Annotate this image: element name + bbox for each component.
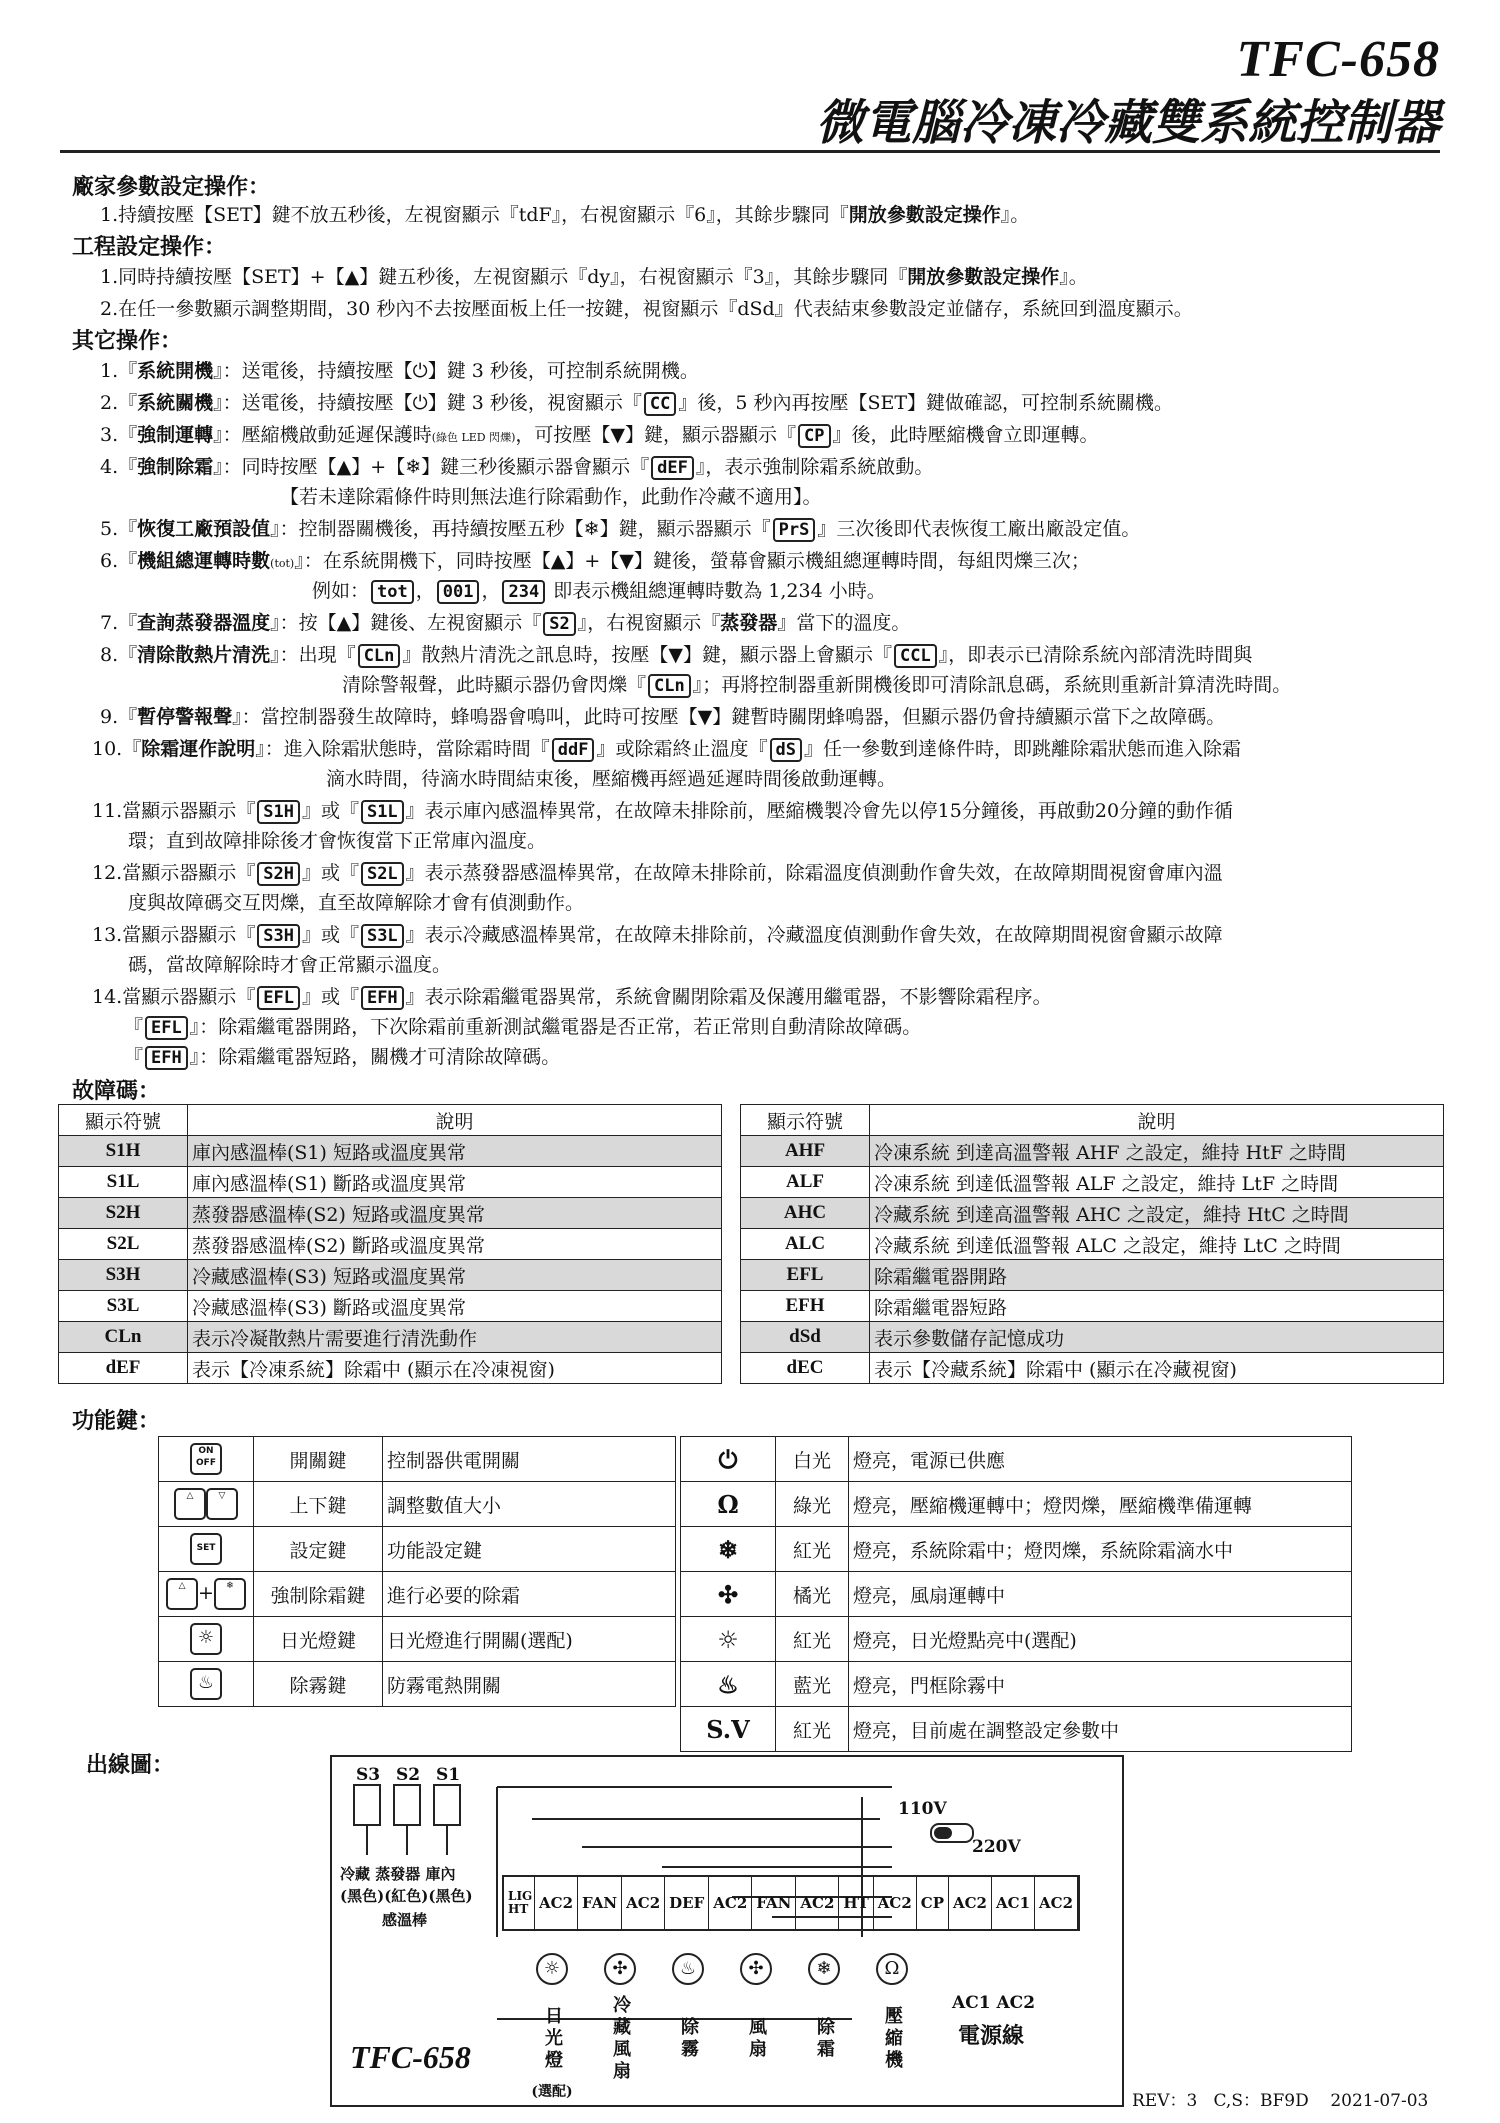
fault-row: [59, 1353, 722, 1384]
op-item-6: 6.『機組總運轉時數(tot)』：在系統開機下，同時按壓【▲】+【▼】鍵後，螢幕會顯示機組總運轉時間，每組閃爍三次；: [100, 550, 1090, 572]
terminal: DEF: [665, 1877, 709, 1929]
output-load: [862, 1953, 922, 2087]
key-row: [159, 1662, 676, 1707]
op-item-1: 1.『系統開機』：送電後，持續按壓【⏻】鍵 3 秒後，可控制系統開機。: [100, 360, 699, 382]
op-item-9: 9.『暫停警報聲』：當控制器發生故障時，蜂鳴器會鳴叫，此時可按壓【▼】鍵暫時關閉蜂鳴器，但顯示器仍會持續顯示當下之故障碼。: [100, 706, 1226, 728]
op-item-4-note: 【若未達除霜條件時則無法進行除霜動作，此動作冷藏不適用】。: [280, 486, 822, 508]
op-item-4: 4.『強制除霜』：同時按壓【▲】+【❄】鍵三秒後顯示器會顯示『 dEF 』，表示強制除霜系統啟動。: [100, 456, 934, 478]
fault-row: [741, 1322, 1444, 1353]
led-meaning: 燈亮，門框除霧中: [849, 1662, 1352, 1707]
led-meaning: 燈亮，日光燈點亮中(選配): [849, 1617, 1352, 1662]
output-icon: ❄: [808, 1953, 840, 1985]
fault-row: [59, 1229, 722, 1260]
terminal: AC2: [535, 1877, 578, 1929]
op-item-7: 7.『查詢蒸發器溫度』：按【▲】鍵後、左視窗顯示『 S2 』，右視窗顯示『蒸發器』當下的溫度。: [100, 612, 911, 634]
fault-description: 庫內感溫棒(S1) 斷路或溫度異常: [188, 1167, 722, 1198]
key-name: 開關鍵: [254, 1437, 383, 1482]
seg-display: CP: [798, 424, 830, 448]
factory-setting-heading: 廠家參數設定操作：: [72, 175, 271, 200]
fault-description: 冷凍系統 到達低溫警報 ALF 之設定，維持 LtF 之時間: [870, 1167, 1444, 1198]
terminal: AC2: [1035, 1877, 1078, 1929]
fault-code: dEF: [59, 1353, 188, 1384]
fault-code: EFL: [741, 1260, 870, 1291]
op-item-11: 11.當顯示器顯示『 S1H 』或『 S1L 』表示庫內感溫棒異常，在故障未排除前，壓縮機製冷會先以停15分鐘後，再啟動20分鐘的動作循: [92, 800, 1234, 822]
output-icon: ☼: [536, 1953, 568, 1985]
led-row: [681, 1707, 1352, 1752]
terminal-block: [502, 1875, 1080, 1931]
terminal: CP: [917, 1877, 949, 1929]
fault-description: 除霜繼電器短路: [870, 1291, 1444, 1322]
led-color: 紅光: [776, 1527, 849, 1572]
fault-description: 蒸發器感溫棒(S2) 斷路或溫度異常: [188, 1229, 722, 1260]
led-color: 藍光: [776, 1662, 849, 1707]
seg-display: CC: [644, 392, 676, 416]
fault-description: 表示【冷藏系統】除霜中 (顯示在冷藏視窗): [870, 1353, 1444, 1384]
factory-line-1: 1.持續按壓【SET】鍵不放五秒後，左視窗顯示『tdF』，右視窗顯示『6』，其餘步驟同『開放參數設定操作』。: [100, 204, 1030, 226]
compressor-led-icon: Ω: [681, 1482, 776, 1527]
key-name: 日光燈鍵: [254, 1617, 383, 1662]
fault-row: [741, 1167, 1444, 1198]
op-item-13-line-2: 碼，當故障解除時才會正常顯示溫度。: [128, 954, 452, 976]
fault-code: dSd: [741, 1322, 870, 1353]
set-key-icon: SET: [159, 1527, 254, 1572]
output-load: [522, 1953, 582, 2101]
fault-table-left: [58, 1104, 722, 1384]
output-icon: ✣: [740, 1953, 772, 1985]
fault-row: [741, 1353, 1444, 1384]
led-color: 紅光: [776, 1707, 849, 1752]
op-item-3: 3.『強制運轉』：壓縮機啟動延遲保護時(綠色 LED 閃爍)，可按壓【▼】鍵，顯示器顯示『 CP 』後，此時壓縮機會立即運轉。: [100, 424, 1099, 446]
key-row: [159, 1482, 676, 1527]
fault-code: ALC: [741, 1229, 870, 1260]
fault-table-right: [740, 1104, 1444, 1384]
fault-description: 除霜繼電器開路: [870, 1260, 1444, 1291]
output-icon: ♨: [672, 1953, 704, 1985]
seg-display: PrS: [773, 518, 816, 542]
sensor-s3-label: S3: [356, 1765, 381, 1785]
key-row: [159, 1617, 676, 1662]
output-load: [794, 1953, 854, 2087]
led-row: [681, 1527, 1352, 1572]
fault-description: 表示參數儲存記憶成功: [870, 1322, 1444, 1353]
engineering-line-2: 2.在任一參數顯示調整期間，30 秒內不去按壓面板上任一按鍵，視窗顯示『dSd』代表結束參數設定並儲存，系統回到溫度顯示。: [100, 298, 1193, 320]
output-label: 風扇: [746, 2017, 767, 2061]
op-item-8-line-2: 清除警報聲，此時顯示器仍會閃爍『 CLn 』；再將控制器重新開機後即可清除訊息碼，系統則重新計算清洗時間。: [342, 674, 1292, 696]
led-row: [681, 1437, 1352, 1482]
led-row: [681, 1662, 1352, 1707]
output-label: 冷藏風扇: [610, 1995, 631, 2083]
wiring-heading: 出線圖：: [86, 1753, 175, 1778]
led-row: [681, 1617, 1352, 1662]
fault-description: 冷藏系統 到達低溫警報 ALC 之設定，維持 LtC 之時間: [870, 1229, 1444, 1260]
sv-led-icon: S.V: [681, 1707, 776, 1752]
fault-row: [59, 1198, 722, 1229]
fault-row: [741, 1198, 1444, 1229]
op-item-2: 2.『系統關機』：送電後，持續按壓【⏻】鍵 3 秒後，視窗顯示『 CC 』後，5 秒內再按壓【SET】鍵做確認，可控制系統關機。: [100, 392, 1174, 414]
power-ac-label: AC1 AC2: [952, 1993, 1036, 2013]
voltage-switch: [930, 1823, 974, 1843]
fault-row: [741, 1291, 1444, 1322]
terminal: LIG HT: [504, 1877, 535, 1929]
output-icon: Ω: [876, 1953, 908, 1985]
op-item-10-line-2: 滴水時間，待滴水時間結束後，壓縮機再經過延遲時間後啟動運轉。: [326, 768, 897, 790]
key-function: 防霧電熱開關: [383, 1662, 676, 1707]
fault-code-heading: 故障碼：: [72, 1079, 161, 1104]
fault-description: 冷藏系統 到達高溫警報 AHC 之設定，維持 HtC 之時間: [870, 1198, 1444, 1229]
key-name: 強制除霜鍵: [254, 1572, 383, 1617]
output-load: [726, 1953, 786, 2087]
terminal: HT: [839, 1877, 873, 1929]
fault-description: 表示【冷凍系統】除霜中 (顯示在冷凍視窗): [188, 1353, 722, 1384]
led-meaning: 燈亮，電源已供應: [849, 1437, 1352, 1482]
col-header: 顯示符號: [741, 1105, 870, 1136]
fault-row: [741, 1136, 1444, 1167]
fault-description: 蒸發器感溫棒(S2) 短路或溫度異常: [188, 1198, 722, 1229]
document-title: 微電腦冷凍冷藏雙系統控制器: [815, 95, 1440, 151]
wiring-diagram: [330, 1755, 1124, 2107]
sensor-desc-1: 冷藏 蒸發器 庫內: [340, 1865, 456, 1883]
fault-row: [59, 1291, 722, 1322]
fault-code: S1H: [59, 1136, 188, 1167]
function-keys-heading: 功能鍵：: [72, 1409, 161, 1434]
keys-table-left: [158, 1436, 676, 1707]
sensor-s1-label: S1: [436, 1765, 461, 1785]
key-row: [159, 1572, 676, 1617]
op-item-12: 12.當顯示器顯示『 S2H 』或『 S2L 』表示蒸發器感溫棒異常，在故障未排除前，除霜溫度偵測動作會失效，在故障期間視窗會庫內溫: [92, 862, 1223, 884]
led-meaning: 燈亮，壓縮機運轉中；燈閃爍，壓縮機準備運轉: [849, 1482, 1352, 1527]
led-row: [681, 1572, 1352, 1617]
fault-row: [59, 1136, 722, 1167]
led-color: 紅光: [776, 1617, 849, 1662]
output-label: 壓縮機: [882, 2006, 903, 2072]
key-row: [159, 1437, 676, 1482]
key-name: 設定鍵: [254, 1527, 383, 1572]
output-label: 日光燈: [542, 2006, 563, 2072]
led-meaning: 燈亮，系統除霜中；燈閃爍，系統除霜滴水中: [849, 1527, 1352, 1572]
key-function: 進行必要的除霜: [383, 1572, 676, 1617]
footer-info: REV：3 C,S：BF9D 2021-07-03: [1132, 2091, 1429, 2111]
output-load: [658, 1953, 718, 2087]
key-function: 調整數值大小: [383, 1482, 676, 1527]
light-key-icon: ☼: [159, 1617, 254, 1662]
on-off-key-icon: ON OFF: [159, 1437, 254, 1482]
sensor-s2-label: S2: [396, 1765, 421, 1785]
fault-code: S3H: [59, 1260, 188, 1291]
fault-code: dEC: [741, 1353, 870, 1384]
light-led-icon: ☼: [681, 1617, 776, 1662]
key-name: 上下鍵: [254, 1482, 383, 1527]
sensor-desc-2: (黑色)(紅色)(黑色): [340, 1887, 473, 1905]
fault-code: ALF: [741, 1167, 870, 1198]
fan-led-icon: ✣: [681, 1572, 776, 1617]
fault-code: AHC: [741, 1198, 870, 1229]
terminal: AC2: [709, 1877, 752, 1929]
fault-description: 表示冷凝散熱片需要進行清洗動作: [188, 1322, 722, 1353]
fault-code: S2H: [59, 1198, 188, 1229]
wiring-model-label: TFC-658: [350, 2039, 471, 2075]
fault-description: 庫內感溫棒(S1) 短路或溫度異常: [188, 1136, 722, 1167]
output-note: (選配): [531, 2084, 573, 2100]
fault-code: EFH: [741, 1291, 870, 1322]
op-item-6-example: 例如： tot ， 001 ， 234 即表示機組總運轉時數為 1,234 小時。: [312, 580, 886, 602]
op-item-14: 14.當顯示器顯示『 EFL 』或『 EFH 』表示除霜繼電器異常，系統會關閉除霜及保護用繼電器，不影響除霜程序。: [92, 986, 1052, 1008]
terminal: FAN: [752, 1877, 796, 1929]
power-led-icon: ⏻: [681, 1437, 776, 1482]
op-item-14-line-2: 『 EFL 』：除霜繼電器開路，下次除霜前重新測試繼電器是否正常，若正常則自動清除故障碼。: [124, 1016, 922, 1038]
terminal: AC2: [874, 1877, 917, 1929]
fault-code: S3L: [59, 1291, 188, 1322]
output-label: 除霜: [814, 2017, 835, 2061]
op-item-13: 13.當顯示器顯示『 S3H 』或『 S3L 』表示冷藏感溫棒異常，在故障未排除前，冷藏溫度偵測動作會失效，在故障期間視窗會顯示故障: [92, 924, 1223, 946]
key-row: [159, 1527, 676, 1572]
fault-description: 冷藏感溫棒(S3) 短路或溫度異常: [188, 1260, 722, 1291]
output-load: [590, 1953, 650, 2087]
fault-row: [59, 1167, 722, 1198]
terminal: AC2: [949, 1877, 992, 1929]
seg-display: dEF: [651, 456, 694, 480]
key-name: 除霧鍵: [254, 1662, 383, 1707]
fault-code: CLn: [59, 1322, 188, 1353]
model-number: TFC-658: [1236, 31, 1440, 88]
other-operations-heading: 其它操作：: [72, 329, 183, 354]
led-color: 綠光: [776, 1482, 849, 1527]
engineering-line-1: 1.同時持續按壓【SET】+【▲】鍵五秒後，左視窗顯示『dy』，右視窗顯示『3』，其餘步驟同『開放參數設定操作』。: [100, 266, 1088, 288]
fault-code: S2L: [59, 1229, 188, 1260]
fault-row: [741, 1229, 1444, 1260]
led-row: [681, 1482, 1352, 1527]
col-header: 顯示符號: [59, 1105, 188, 1136]
anti-fog-key-icon: ♨: [159, 1662, 254, 1707]
voltage-110-label: 110V: [898, 1799, 947, 1819]
led-color: 橘光: [776, 1572, 849, 1617]
header-rule: [60, 150, 1440, 153]
fault-row: [741, 1260, 1444, 1291]
terminal: FAN: [578, 1877, 622, 1929]
op-item-12-line-2: 度與故障碼交互閃爍，直至故障解除才會有偵測動作。: [128, 892, 585, 914]
force-defrost-key-icon: △ + ❄: [159, 1572, 254, 1617]
terminal: AC2: [622, 1877, 665, 1929]
led-meaning: 燈亮，風扇運轉中: [849, 1572, 1352, 1617]
key-function: 日光燈進行開關(選配): [383, 1617, 676, 1662]
led-color: 白光: [776, 1437, 849, 1482]
fault-row: [59, 1260, 722, 1291]
anti-fog-led-icon: ♨: [681, 1662, 776, 1707]
terminal: AC2: [796, 1877, 839, 1929]
op-item-14-line-3: 『 EFH 』：除霜繼電器短路，關機才可清除故障碼。: [124, 1046, 561, 1068]
fault-code: S1L: [59, 1167, 188, 1198]
output-label: 除霧: [678, 2017, 699, 2061]
voltage-220-label: 220V: [972, 1837, 1021, 1857]
fault-description: 冷凍系統 到達高溫警報 AHF 之設定，維持 HtF 之時間: [870, 1136, 1444, 1167]
fault-description: 冷藏感溫棒(S3) 斷路或溫度異常: [188, 1291, 722, 1322]
op-item-5: 5.『恢復工廠預設值』：控制器關機後，再持續按壓五秒【❄】鍵，顯示器顯示『 PrS 』三次後即代表恢復工廠出廠設定值。: [100, 518, 1141, 540]
fault-code: AHF: [741, 1136, 870, 1167]
defrost-led-icon: ❄: [681, 1527, 776, 1572]
op-item-8: 8.『清除散熱片清洗』：出現『 CLn 』散熱片清洗之訊息時，按壓【▼】鍵，顯示器上會顯示『 CCL 』，即表示已清除系統內部清洗時間與: [100, 644, 1253, 666]
power-cord-label: 電源線: [958, 2023, 1025, 2049]
op-item-11-line-2: 環；直到故障排除後才會恢復當下正常庫內溫度。: [128, 830, 547, 852]
key-function: 功能設定鍵: [383, 1527, 676, 1572]
key-function: 控制器供電開關: [383, 1437, 676, 1482]
up-down-key-icon: △ ▽: [159, 1482, 254, 1527]
led-meaning: 燈亮，目前處在調整設定參數中: [849, 1707, 1352, 1752]
fault-row: [59, 1322, 722, 1353]
op-item-10: 10.『除霜運作說明』：進入除霜狀態時，當除霜時間『 ddF 』或除霜終止溫度『 dS 』任一參數到達條件時，即跳離除霜狀態而進入除霜: [92, 738, 1241, 760]
output-icon: ✣: [604, 1953, 636, 1985]
col-header: 說明: [188, 1105, 722, 1136]
sensor-desc-3: 感溫棒: [382, 1911, 428, 1929]
leds-table-right: [680, 1436, 1352, 1752]
terminal: AC1: [992, 1877, 1035, 1929]
col-header: 說明: [870, 1105, 1444, 1136]
engineering-setting-heading: 工程設定操作：: [72, 235, 227, 260]
